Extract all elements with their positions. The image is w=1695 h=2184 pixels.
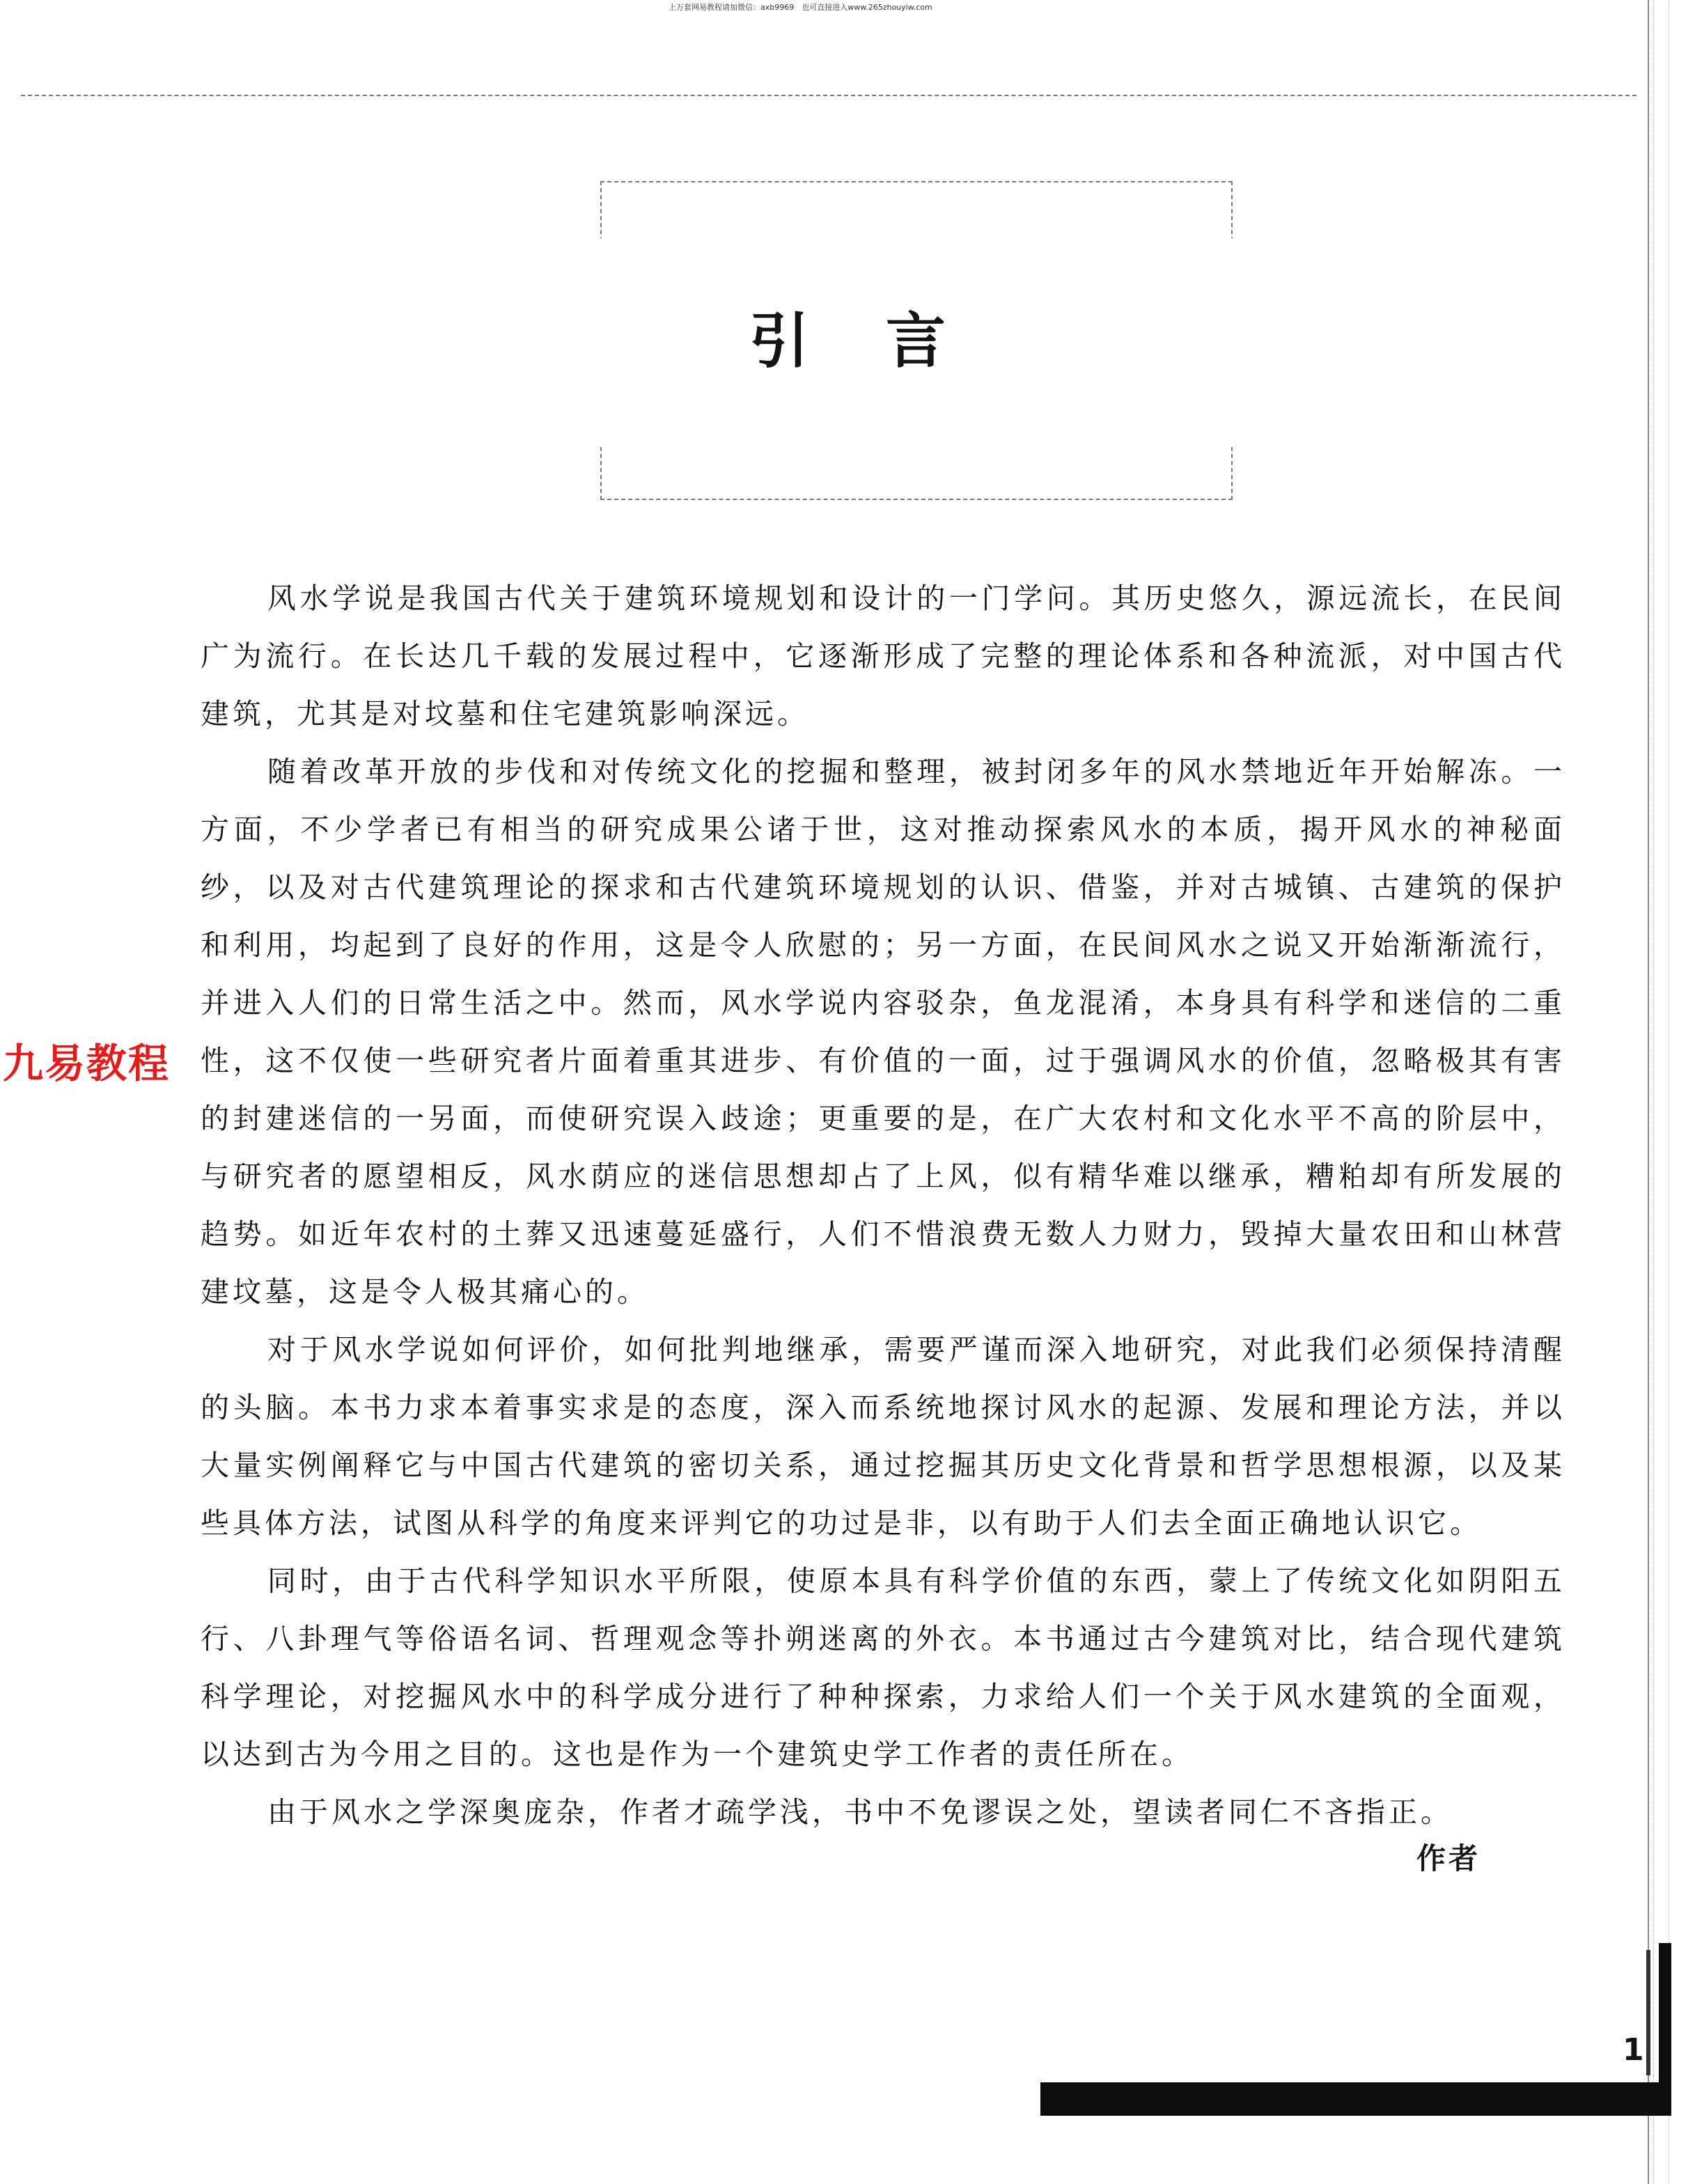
top-note: 上万套网易教程请加微信：axb9969 也可直接进入www.265zhouyiw.com <box>669 3 932 12</box>
author-signature: 作者 <box>1416 1841 1481 1875</box>
paragraph-2: 随着改革开放的步伐和对传统文化的挖掘和整理，被封闭多年的风水禁地近年开始解冻。一方面，不少学者已有相当的研究成果公诸于世，这对推动探索风水的本质，揭开风水的神秘面纱，以及对古代建筑理论的探求和古代建筑环境规划的认识、借鉴，并对古城镇、古建筑的保护和利用，均起到了良好的作用，这是令人欣慰的；另一方面，在民间风水之说又开始渐渐流行，并进入人们的日常生活之中。然而，风水学说内容驳杂，鱼龙混淆，本身具有科学和迷信的二重性，这不仅使一些研究者片面着重其进步、有价值的一面，过于强调风水的价值，忽略极其有害的封建迷信的一另面，而使研究误入歧途；更重要的是，在广大农村和文化水平不高的阶层中，与研究者的愿望相反，风水荫应的迷信思想却占了上风，似有精华难以继承，糟粕却有所发展的趋势。如近年农村的土葬又迅速蔓延盛行，人们不惜浪费无数人力财力，毁掉大量农田和山林营建坟墓，这是令人极其痛心的。 <box>201 755 1565 1309</box>
corner-mark-vertical <box>1659 1943 1671 2116</box>
watermark-label: 九易教程 <box>0 1031 175 1089</box>
page-number: 1 <box>1623 2032 1644 2068</box>
body-text <box>201 570 1565 1841</box>
paragraph-4: 同时，由于古代科学知识水平所限，使原本具有科学价值的东西，蒙上了传统文化如阴阳五行、八卦理气等俗语名词、哲理观念等扑朔迷离的外衣。本书通过古今建筑对比，结合现代建筑科学理论，对挖掘风水中的科学成分进行了种种探索，力求给人们一个关于风水建筑的全面观，以达到古为今用之目的。这也是作为一个建筑史学工作者的责任所在。 <box>201 1564 1565 1771</box>
header-rule <box>21 95 1637 96</box>
corner-mark-horizontal <box>1040 2082 1660 2116</box>
paragraph-5: 由于风水之学深奥庞杂，作者才疏学浅，书中不免谬误之处，望读者同仁不吝指正。 <box>267 1795 1453 1829</box>
paragraph-3: 对于风水学说如何评价，如何批判地继承，需要严谨而深入地研究，对此我们必须保持清醒的头脑。本书力求本着事实求是的态度，深入而系统地探讨风水的起源、发展和理论方法，并以大量实例阐释它与中国古代建筑的密切关系，通过挖掘其历史文化背景和哲学思想根源，以及某些具体方法，试图从科学的角度来评判它的功过是非，以有助于人们去全面正确地认识它。 <box>201 1333 1565 1540</box>
corner-mark-inner <box>1646 1950 1650 2075</box>
page-title: 引言 <box>749 306 1022 376</box>
paragraph-1: 风水学说是我国古代关于建筑环境规划和设计的一门学问。其历史悠久，源远流长，在民间广为流行。在长达几千载的发展过程中，它逐渐形成了完整的理论体系和各种流派，对中国古代建筑，尤其是对坟墓和住宅建筑影响深远。 <box>201 582 1565 731</box>
